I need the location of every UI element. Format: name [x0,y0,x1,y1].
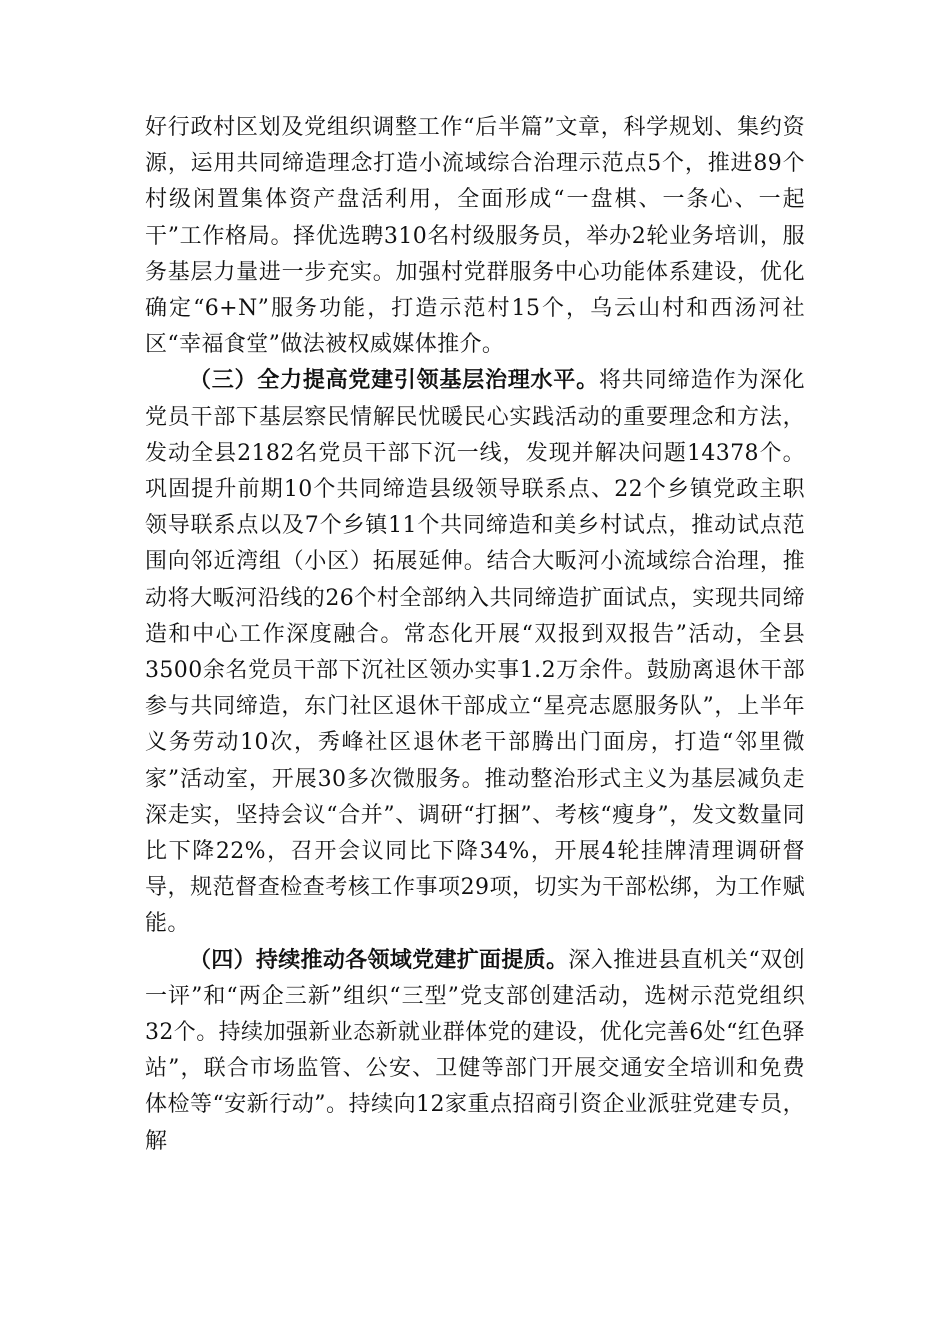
paragraph-section-three [145,363,805,942]
paragraph-section-four [145,943,805,1160]
section-heading-three: （三）全力提高党建引领基层治理水平。 [189,368,599,394]
paragraph-body: 好行政村区划及党组织调整工作“后半篇”文章，科学规划、集约资源，运用共同缔造理念打造小流域综合治理示范点5个，推进89个村级闲置集体资产盘活利用，全面形成“一盘棋、一条心、一起干”工作格局。择优选聘310名村级服务员，举办2轮业务培训，服务基层力量进一步充实。加强村党群服务中心功能体系建设，优化确定“6+N”服务功能，打造示范村15个，乌云山村和西汤河社区“幸福食堂”做法被权威媒体推介。 [145,115,805,358]
paragraph-continuation [145,110,805,363]
paragraph-body: 深入推进县直机关“双创一评”和“两企三新”组织“三型”党支部创建活动，选树示范党组织32个。持续加强新业态新就业群体党的建设，优化完善6处“红色驿站”，联合市场监管、公安、卫健等部门开展交通安全培训和免费体检等“安新行动”。持续向12家重点招商引资企业派驻党建专员，解 [145,947,806,1154]
document-page [145,110,805,1160]
section-heading-four: （四）持续推动各领域党建扩面提质。 [189,947,569,973]
paragraph-body: 将共同缔造作为深化党员干部下基层察民情解民忧暖民心实践活动的重要理念和方法，发动全县2182名党员干部下沉一线，发现并解决问题14378个。巩固提升前期10个共同缔造县级领导联系点、22个乡镇党政主职领导联系点以及7个乡镇11个共同缔造和美乡村试点，推动试点范围向邻近湾组（小区）拓展延伸。结合大畈河小流域综合治理，推动将大畈河沿线的26个村全部纳入共同缔造扩面试点，实现共同缔造和中心工作深度融合。常态化开展“双报到双报告”活动，全县3500余名党员干部下沉社区领办实事1.2万余件。鼓励离退休干部参与共同缔造，东门社区退休干部成立“星亮志愿服务队”，上半年义务劳动10次，秀峰社区退休老干部腾出门面房，打造“邻里微家”活动室，开展30多次微服务。推动整治形式主义为基层减负走深走实，坚持会议“合并”、调研“打捆”、考核“瘦身”，发文数量同比下降22%，召开会议同比下降34%，开展4轮挂牌清理调研督导，规范督查检查考核工作事项29项，切实为干部松绑，为工作赋能。 [145,368,805,937]
